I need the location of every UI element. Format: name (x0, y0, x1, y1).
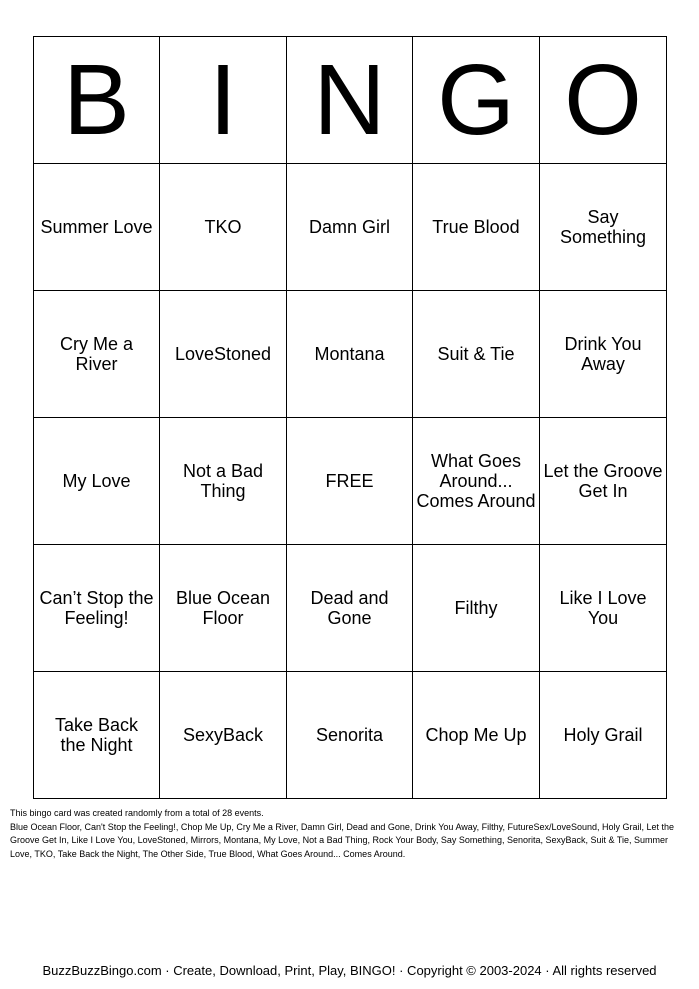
bingo-cell-text: Suit & Tie (437, 343, 515, 364)
bingo-cell-text: Take Back the Night (54, 714, 139, 755)
bingo-cell-text: Holy Grail (563, 724, 643, 745)
bingo-cell (34, 164, 160, 291)
header-letter-b: B (63, 44, 130, 156)
bingo-cell (160, 164, 287, 291)
bingo-cell (160, 291, 287, 418)
bingo-cell (160, 545, 287, 672)
header-letter-i: I (209, 44, 237, 156)
bingo-cell (413, 164, 540, 291)
header-cell (287, 37, 413, 164)
bingo-cell-text: Damn Girl (308, 216, 390, 237)
bingo-cell-text: Dead and Gone (310, 587, 389, 628)
bingo-cell-text: Say Something (559, 206, 647, 247)
bingo-row-1 (34, 164, 667, 291)
header-cell (34, 37, 160, 164)
bingo-cell (287, 672, 413, 799)
bingo-cell-text: Montana (314, 343, 385, 364)
bingo-row-4 (34, 545, 667, 672)
bingo-cell (34, 545, 160, 672)
bingo-cell (540, 418, 667, 545)
free-space-text: FREE (325, 470, 374, 491)
bingo-cell-text: Blue Ocean Floor (175, 587, 271, 628)
bingo-cell-text: Drink You Away (564, 333, 642, 374)
bingo-cell-text: True Blood (432, 216, 520, 237)
bingo-cell-text: Not a Bad Thing (182, 460, 264, 501)
footer-copyright: BuzzBuzzBingo.com · Create, Download, Print, Play, BINGO! · Copyright © 2003-2024 · All rights reserved (42, 963, 657, 978)
created-note: This bingo card was created randomly from a total of 28 events. (10, 808, 264, 818)
bingo-cell (160, 418, 287, 545)
header-cell (540, 37, 667, 164)
bingo-cell (287, 291, 413, 418)
bingo-cell (540, 545, 667, 672)
bingo-card (33, 36, 667, 799)
bingo-cell-text: Chop Me Up (425, 724, 527, 745)
bingo-cell (413, 418, 540, 545)
bingo-cell (34, 672, 160, 799)
bingo-cell-text: Can’t Stop the Feeling! (39, 587, 154, 628)
bingo-cell (34, 291, 160, 418)
bingo-cell-text: Cry Me a River (59, 333, 133, 374)
event-list: Blue Ocean Floor, Can't Stop the Feeling!, Chop Me Up, Cry Me a River, Damn Girl, Dead and Gone, Drink You Away, Filthy, FutureSex/LoveSound, Holy Grail, Let the Groove Get In, Like I Love You, LoveStoned, Mirrors, Montana, My Love, Not a Bad Thing, Rock Your Body, Say Something, Senorita, SexyBack, Suit & Tie, Summer Love, TKO, Take Back the Night, The Other Side, True Blood, What Goes Around... Comes Around. (10, 821, 675, 859)
bingo-cell-text: Filthy (454, 597, 498, 618)
bingo-cell-text: Let the Groove Get In (543, 460, 663, 501)
header-letter-n: N (313, 44, 386, 156)
bingo-cell-text: Senorita (315, 724, 384, 745)
bingo-cell (413, 291, 540, 418)
bingo-header-row (34, 37, 667, 164)
bingo-cell (540, 291, 667, 418)
bingo-cell-text: TKO (204, 216, 242, 237)
bingo-cell (413, 545, 540, 672)
bingo-cell-text: What Goes Around... Comes Around (416, 450, 536, 512)
card-info (10, 807, 682, 861)
header-letter-o: O (564, 44, 642, 156)
bingo-row-3 (34, 418, 667, 545)
bingo-cell (413, 672, 540, 799)
bingo-cell (160, 672, 287, 799)
bingo-cell-text: Summer Love (40, 216, 153, 237)
bingo-cell-text: LoveStoned (174, 343, 272, 364)
bingo-cell (287, 545, 413, 672)
bingo-cell (287, 164, 413, 291)
bingo-cell-text: My Love (62, 470, 131, 491)
free-space-cell (287, 418, 413, 545)
bingo-row-5 (34, 672, 667, 799)
header-cell (413, 37, 540, 164)
header-cell (160, 37, 287, 164)
bingo-cell-text: Like I Love You (559, 587, 647, 628)
bingo-cell (540, 672, 667, 799)
header-letter-g: G (437, 44, 515, 156)
bingo-cell (540, 164, 667, 291)
bingo-row-2 (34, 291, 667, 418)
bingo-cell (34, 418, 160, 545)
bingo-cell-text: SexyBack (182, 724, 264, 745)
